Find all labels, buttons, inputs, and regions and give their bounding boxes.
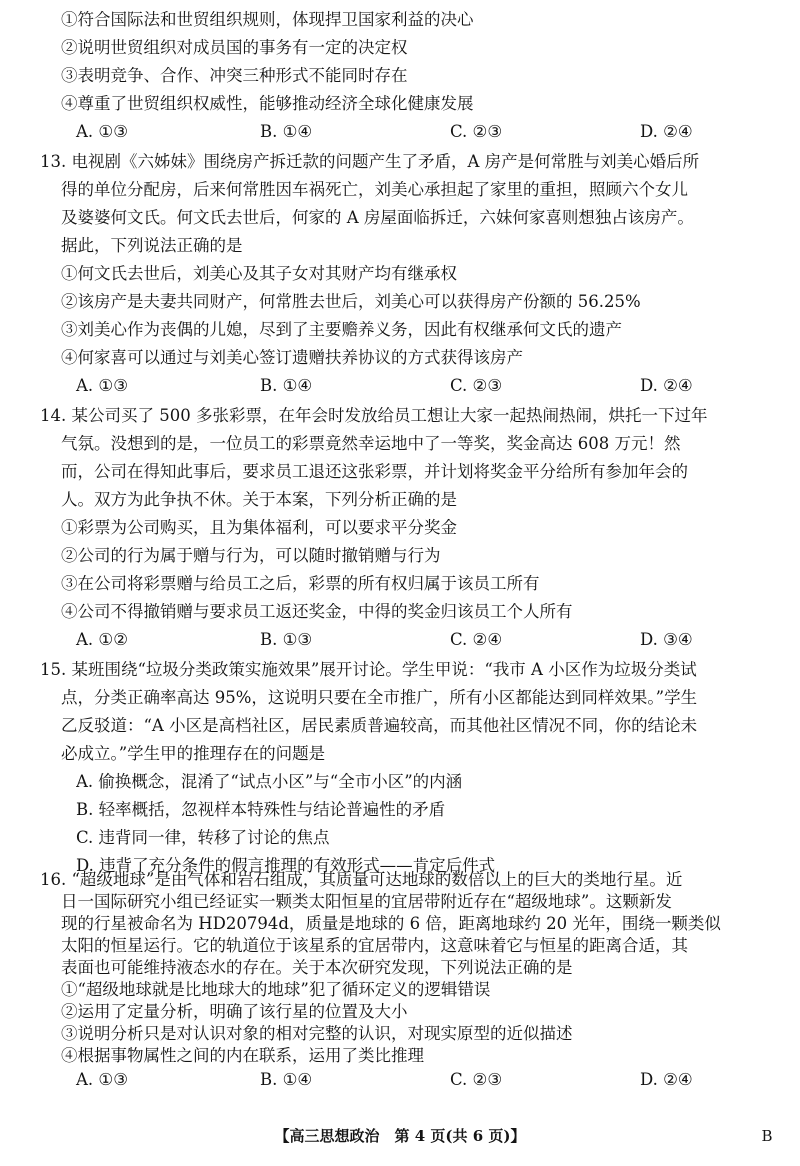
q14-choice-c: C. ②④ bbox=[450, 630, 503, 649]
q16-option-3: ③说明分析只是对认识对象的相对完整的认识，对现实原型的近似描述 bbox=[61, 1024, 573, 1043]
q12-choices bbox=[76, 120, 776, 144]
q16-option-2: ②运用了定量分析，明确了该行星的位置及大小 bbox=[61, 1002, 408, 1021]
q13-choice-b: B. ①④ bbox=[260, 376, 313, 395]
q16-stem-line: 表面也可能维持液态水的存在。关于本次研究发现，下列说法正确的是 bbox=[61, 958, 573, 977]
q12-option-2: ②说明世贸组织对成员国的事务有一定的决定权 bbox=[61, 38, 408, 57]
q14-stem-line: 气氛。没想到的是，一位员工的彩票竟然幸运地中了一等奖，奖金高达 608 万元！然 bbox=[61, 434, 681, 453]
q16-stem-line: 16. “超级地球”是由气体和岩石组成，其质量可达地球的数倍以上的巨大的类地行星。近 bbox=[40, 870, 683, 889]
page-footer bbox=[0, 1123, 800, 1149]
q15-stem-line: 必成立。”学生甲的推理存在的问题是 bbox=[61, 744, 326, 763]
q13-choice-d: D. ②④ bbox=[640, 376, 693, 395]
q14-stem-line: 而，公司在得知此事后，要求员工退还这张彩票，并计划将奖金平分给所有参加年会的 bbox=[61, 462, 688, 481]
q16-choice-c: C. ②③ bbox=[450, 1070, 503, 1089]
q15-option-c: C. 违背同一律，转移了讨论的焦点 bbox=[76, 828, 330, 847]
q14-option-2: ②公司的行为属于赠与行为，可以随时撤销赠与行为 bbox=[61, 546, 441, 565]
q12-option-4: ④尊重了世贸组织权威性，能够推动经济全球化健康发展 bbox=[61, 94, 474, 113]
q13-stem-line: 13. 电视剧《六姊妹》围绕房产拆迁款的问题产生了矛盾，A 房产是何常胜与刘美心婚后所 bbox=[40, 152, 700, 171]
q16-choice-a: A. ①③ bbox=[76, 1070, 128, 1089]
q13-choice-a: A. ①③ bbox=[76, 376, 128, 395]
q12-choice-c: C. ②③ bbox=[450, 122, 503, 141]
q16-option-4: ④根据事物属性之间的内在联系，运用了类比推理 bbox=[61, 1046, 424, 1065]
q13-option-1: ①何文氏去世后，刘美心及其子女对其财产均有继承权 bbox=[61, 264, 457, 283]
q14-option-1: ①彩票为公司购买，且为集体福利，可以要求平分奖金 bbox=[61, 518, 457, 537]
footer-title: 【高三思想政治 第 4 页(共 6 页)】 bbox=[274, 1127, 526, 1145]
q13-stem-line: 及婆婆何文氏。何文氏去世后，何家的 A 房屋面临拆迁，六妹何家喜则想独占该房产。 bbox=[61, 208, 694, 227]
q14-choice-d: D. ③④ bbox=[640, 630, 693, 649]
q13-choices bbox=[76, 374, 776, 398]
footer-version: B bbox=[761, 1127, 773, 1145]
q15-option-a: A. 偷换概念，混淆了“试点小区”与“全市小区”的内涵 bbox=[76, 772, 463, 791]
q14-option-4: ④公司不得撤销赠与要求员工返还奖金，中得的奖金归该员工个人所有 bbox=[61, 602, 573, 621]
q12-choice-a: A. ①③ bbox=[76, 122, 128, 141]
q16-stem-line: 太阳的恒星运行。它的轨道位于该星系的宜居带内，这意味着它与恒星的距离合适，其 bbox=[61, 936, 688, 955]
q15-stem-line: 15. 某班围绕“垃圾分类政策实施效果”展开讨论。学生甲说：“我市 A 小区作为垃圾分类试 bbox=[40, 660, 697, 679]
q16-stem-line: 日一国际研究小组已经证实一颗类太阳恒星的宜居带附近存在“超级地球”。这颗新发 bbox=[61, 892, 672, 911]
q15-stem-line: 乙反驳道：“A 小区是高档社区，居民素质普遍较高，而其他社区情况不同，你的结论未 bbox=[61, 716, 698, 735]
q13-stem-line: 据此，下列说法正确的是 bbox=[61, 236, 243, 255]
q14-stem-line: 14. 某公司买了 500 多张彩票，在年会时发放给员工想让大家一起热闹热闹，烘托一下过年 bbox=[40, 406, 708, 425]
q12-choice-b: B. ①④ bbox=[260, 122, 313, 141]
q13-option-2: ②该房产是夫妻共同财产，何常胜去世后，刘美心可以获得房产份额的 56.25% bbox=[61, 292, 641, 311]
q13-option-4: ④何家喜可以通过与刘美心签订遗赠扶养协议的方式获得该房产 bbox=[61, 348, 523, 367]
q14-stem-line: 人。双方为此争执不休。关于本案，下列分析正确的是 bbox=[61, 490, 457, 509]
q16-choice-b: B. ①④ bbox=[260, 1070, 313, 1089]
q15-option-b: B. 轻率概括，忽视样本特殊性与结论普遍性的矛盾 bbox=[76, 800, 446, 819]
q13-choice-c: C. ②③ bbox=[450, 376, 503, 395]
q16-stem-line: 现的行星被命名为 HD20794d，质量是地球的 6 倍，距离地球约 20 光年，围绕一颗类似 bbox=[61, 914, 721, 933]
q12-option-3: ③表明竞争、合作、冲突三种形式不能同时存在 bbox=[61, 66, 408, 85]
q13-stem-line: 得的单位分配房，后来何常胜因车祸死亡，刘美心承担起了家里的重担，照顾六个女儿 bbox=[61, 180, 688, 199]
q14-choices bbox=[76, 628, 776, 652]
q16-choices bbox=[76, 1068, 776, 1092]
q16-choice-d: D. ②④ bbox=[640, 1070, 693, 1089]
q15-option-d: D. 违背了充分条件的假言推理的有效形式——肯定后件式 bbox=[76, 856, 496, 875]
q14-choice-a: A. ①② bbox=[76, 630, 128, 649]
q12-choice-d: D. ②④ bbox=[640, 122, 693, 141]
q14-choice-b: B. ①③ bbox=[260, 630, 313, 649]
q16-option-1: ①“超级地球就是比地球大的地球”犯了循环定义的逻辑错误 bbox=[61, 980, 491, 999]
q14-option-3: ③在公司将彩票赠与给员工之后，彩票的所有权归属于该员工所有 bbox=[61, 574, 540, 593]
q15-stem-line: 点，分类正确率高达 95%，这说明只要在全市推广，所有小区都能达到同样效果。”学生 bbox=[61, 688, 698, 707]
q12-option-1: ①符合国际法和世贸组织规则，体现捍卫国家利益的决心 bbox=[61, 10, 474, 29]
q13-option-3: ③刘美心作为丧偶的儿媳，尽到了主要赡养义务，因此有权继承何文氏的遗产 bbox=[61, 320, 622, 339]
